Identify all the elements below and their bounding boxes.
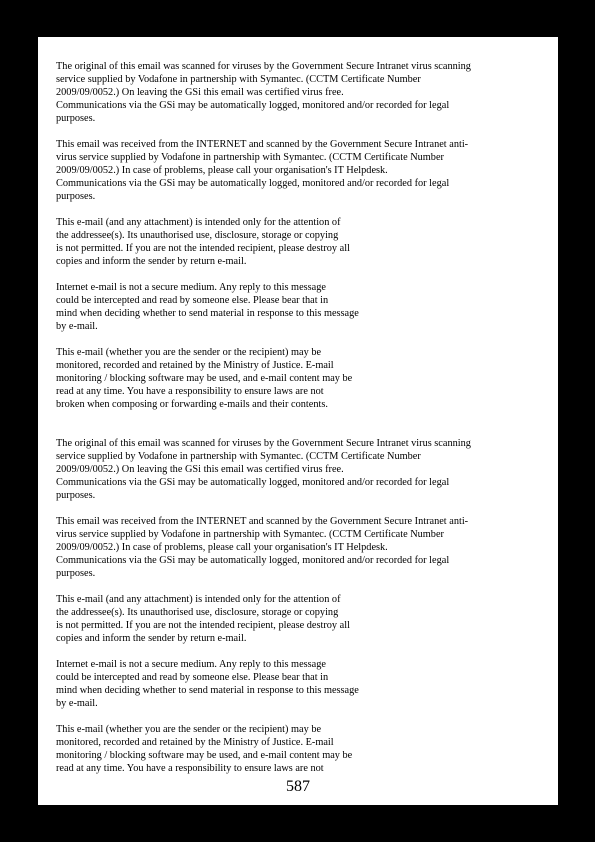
page-number: 587: [286, 778, 310, 795]
text-line: 2009/09/0052.) On leaving the GSi this email was certified virus free.: [56, 87, 344, 98]
text-line: This e-mail (and any attachment) is intended only for the attention of: [56, 594, 341, 605]
paragraph: [56, 346, 406, 411]
text-line: purposes.: [56, 490, 96, 501]
text-line: Internet e-mail is not a secure medium. Any reply to this message: [56, 282, 326, 293]
text-line: Communications via the GSi may be automatically logged, monitored and/or recorded for legal: [56, 100, 450, 111]
text-line: the addressee(s). Its unauthorised use, disclosure, storage or copying: [56, 230, 339, 241]
text-line: could be intercepted and read by someone else. Please bear that in: [56, 295, 329, 306]
paragraph: [56, 723, 406, 775]
paragraph: [56, 216, 406, 268]
document-page: [38, 37, 558, 805]
paragraph: [56, 281, 406, 333]
text-line: mind when deciding whether to send material in response to this message: [56, 685, 359, 696]
text-line: This email was received from the INTERNET and scanned by the Government Secure Intranet anti-: [56, 139, 469, 150]
text-line: service supplied by Vodafone in partnership with Symantec. (CCTM Certificate Number: [56, 74, 421, 85]
text-line: 2009/09/0052.) On leaving the GSi this email was certified virus free.: [56, 464, 344, 475]
text-line: broken when composing or forwarding e-mails and their contents.: [56, 399, 328, 410]
text-line: is not permitted. If you are not the intended recipient, please destroy all: [56, 620, 350, 631]
paragraph: [56, 593, 406, 645]
text-line: read at any time. You have a responsibility to ensure laws are not: [56, 386, 324, 397]
text-line: monitoring / blocking software may be used, and e-mail content may be: [56, 373, 353, 384]
text-line: read at any time. You have a responsibility to ensure laws are not: [56, 763, 324, 774]
document-body: [56, 60, 546, 788]
paragraph: [56, 658, 406, 710]
text-line: This email was received from the INTERNET and scanned by the Government Secure Intranet anti-: [56, 516, 469, 527]
text-line: purposes.: [56, 113, 96, 124]
paragraph: [56, 437, 546, 502]
text-line: the addressee(s). Its unauthorised use, disclosure, storage or copying: [56, 607, 339, 618]
text-line: This e-mail (and any attachment) is intended only for the attention of: [56, 217, 341, 228]
text-line: virus service supplied by Vodafone in partnership with Symantec. (CCTM Certificate Number: [56, 529, 444, 540]
text-line: by e-mail.: [56, 321, 98, 332]
text-line: Communications via the GSi may be automatically logged, monitored and/or recorded for legal: [56, 555, 450, 566]
text-line: purposes.: [56, 568, 96, 579]
text-line: monitored, recorded and retained by the Ministry of Justice. E-mail: [56, 360, 334, 371]
block-separator: [56, 424, 546, 437]
text-line: by e-mail.: [56, 698, 98, 709]
paragraph: [56, 138, 546, 203]
text-line: is not permitted. If you are not the intended recipient, please destroy all: [56, 243, 350, 254]
paragraph: [56, 60, 546, 125]
text-line: 2009/09/0052.) In case of problems, please call your organisation's IT Helpdesk.: [56, 542, 388, 553]
text-line: Communications via the GSi may be automatically logged, monitored and/or recorded for legal: [56, 477, 450, 488]
text-line: purposes.: [56, 191, 96, 202]
text-line: copies and inform the sender by return e-mail.: [56, 633, 247, 644]
text-line: mind when deciding whether to send material in response to this message: [56, 308, 359, 319]
text-line: This e-mail (whether you are the sender or the recipient) may be: [56, 724, 322, 735]
text-line: copies and inform the sender by return e-mail.: [56, 256, 247, 267]
text-line: Communications via the GSi may be automatically logged, monitored and/or recorded for legal: [56, 178, 450, 189]
text-line: This e-mail (whether you are the sender or the recipient) may be: [56, 347, 322, 358]
disclaimer-block: [56, 60, 546, 411]
text-line: monitored, recorded and retained by the Ministry of Justice. E-mail: [56, 737, 334, 748]
text-line: Internet e-mail is not a secure medium. Any reply to this message: [56, 659, 326, 670]
text-line: virus service supplied by Vodafone in partnership with Symantec. (CCTM Certificate Number: [56, 152, 444, 163]
paragraph: [56, 515, 546, 580]
text-line: monitoring / blocking software may be used, and e-mail content may be: [56, 750, 353, 761]
text-line: 2009/09/0052.) In case of problems, please call your organisation's IT Helpdesk.: [56, 165, 388, 176]
text-line: The original of this email was scanned for viruses by the Government Secure Intranet virus scanning: [56, 61, 471, 72]
disclaimer-block: [56, 437, 546, 775]
text-line: service supplied by Vodafone in partnership with Symantec. (CCTM Certificate Number: [56, 451, 421, 462]
text-line: The original of this email was scanned for viruses by the Government Secure Intranet virus scanning: [56, 438, 471, 449]
text-line: could be intercepted and read by someone else. Please bear that in: [56, 672, 329, 683]
